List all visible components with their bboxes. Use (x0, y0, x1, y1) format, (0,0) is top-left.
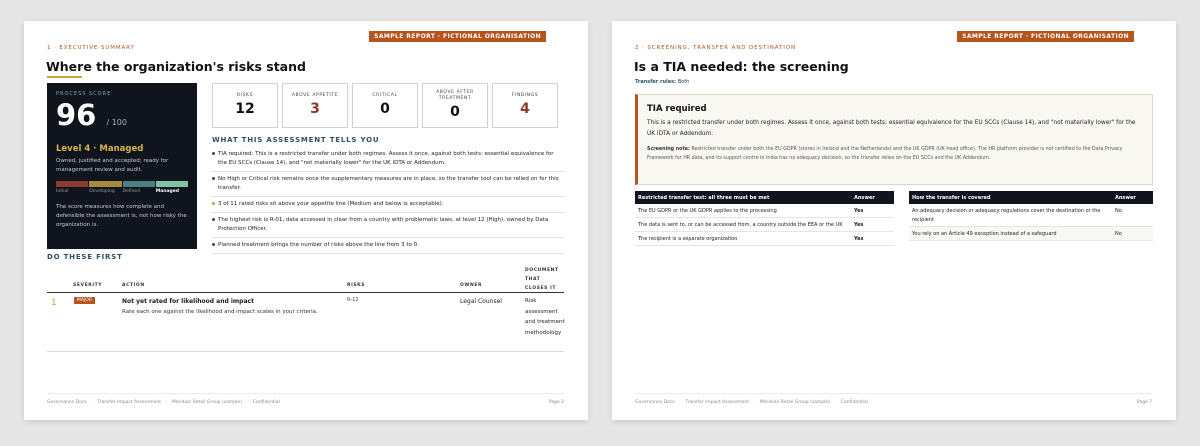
section-kicker: 1 · EXECUTIVE SUMMARY (47, 45, 135, 51)
footer-crumb: Confidential (252, 400, 280, 405)
footer-crumb: Transfer Impact Assessment (97, 400, 162, 405)
maturity-scale-labels (56, 189, 188, 194)
findings-list (212, 147, 564, 254)
column-header: How the transfer is covered (912, 194, 991, 201)
maturity-description: Owned, justified and accepted; ready for management review and audit. (56, 158, 169, 173)
maturity-scale (56, 181, 188, 187)
stat-label: ABOVE APPETITE (291, 93, 339, 98)
section-kicker: 2 · SCREENING, TRANSFER AND DESTINATION (635, 45, 797, 51)
restricted-transfer-test-table (635, 191, 894, 246)
screening-note-text: Restricted transfer under both the EU GDPR (stores in Ireland and the Netherlands) and the UK GDPR (UK head office). The HR platform provider is not certified to the Data Privacy Framework for HR data, and its support centre in India has no adequacy decision, so the transfer relies on the EU SCCs and the UK Addendum. (647, 147, 1123, 161)
actions-table-header (47, 267, 564, 293)
transfer-coverage-table (909, 191, 1153, 241)
page-title: Is a TIA needed: the screening (634, 59, 849, 74)
screening-note-label: Screening note: (647, 147, 690, 152)
stat-above-appetite (282, 83, 348, 128)
page-number: Page 2 (548, 400, 564, 405)
action-title: Not yet rated for likelihood and impact (122, 298, 254, 305)
maturity-label-current: Managed (155, 189, 179, 194)
table-header (909, 191, 1153, 204)
row-number: 1 (51, 298, 57, 308)
stat-value: 12 (235, 101, 255, 117)
stat-above-after-treatment (422, 83, 488, 128)
page-title: Where the organization's risks stand (46, 59, 306, 74)
answer-cell: Yes (854, 207, 864, 214)
footer-breadcrumb: Governance Docs · Transfer Impact Assessment · Meridian Retail Group (sample) · Confidential (47, 400, 280, 405)
answer-cell: Yes (854, 235, 864, 242)
list-item: The highest risk is R-01, data accessed in clear from a country with problematic laws, at level 12 (High), owned by Data Protection Officer. (212, 213, 564, 238)
table-row (635, 204, 894, 218)
report-page-executive-summary (24, 21, 588, 420)
list-item: No High or Critical risk remains once the supplementary measures are in place, so the transfer tool can be relied on for this transfer. (212, 172, 564, 197)
column-header: RISKS (347, 283, 366, 288)
column-header: Restricted transfer test: all three must be met (638, 194, 770, 201)
footer-crumb: Governance Docs (47, 400, 87, 405)
stat-risks (212, 83, 278, 128)
maturity-bar-defined (123, 181, 155, 187)
footer-breadcrumb: Governance Docs · Transfer Impact Assessment · Meridian Retail Group (sample) · Confidential (635, 400, 868, 405)
section-heading-first: DO THESE FIRST (47, 253, 123, 261)
list-item: TIA required: This is a restricted transfer under both regimes. Assess it once, against both tests: essential equivalence for the EU SCCs (Clause 14), and "not materially lower" for the UK IDTA or Addendum. (212, 147, 564, 172)
title-underline (47, 76, 82, 78)
transfer-rules-value: Both (677, 79, 690, 85)
risk-id: R-12 (347, 297, 359, 303)
callout-heading: TIA required (647, 104, 707, 114)
score-max: / 100 (106, 118, 127, 127)
answer-cell: No (1115, 208, 1122, 214)
stat-label: CRITICAL (372, 93, 398, 98)
score-footnote: The score measures how complete and defensible the assessment is, not how risky the organization is. (56, 204, 187, 228)
stat-critical (352, 83, 418, 128)
maturity-bar-initial (56, 181, 88, 187)
list-item: 3 of 11 rated risks sit above your appetite line (Medium and below is acceptable). (212, 197, 564, 213)
maturity-label: Developing (89, 189, 115, 194)
severity-badge: MAJOR (74, 297, 95, 304)
sample-report-banner: SAMPLE REPORT · FICTIONAL ORGANISATION (957, 31, 1134, 42)
column-header: ACTION (122, 283, 145, 288)
tia-required-callout (635, 94, 1153, 185)
section-heading-tells: WHAT THIS ASSESSMENT TELLS YOU (212, 136, 380, 144)
screening-note (647, 145, 1143, 163)
column-header: DOCUMENT THAT CLOSES IT (525, 268, 559, 291)
score-value: 96 / 100 (56, 98, 127, 132)
maturity-bar-developing (89, 181, 121, 187)
stat-label: FINDINGS (511, 93, 539, 98)
footer-crumb: Meridian Retail Group (sample) (759, 400, 830, 405)
table-row (635, 232, 894, 246)
question-cell: The EU GDPR or the UK GDPR applies to the processing (638, 207, 777, 214)
table-header (635, 191, 894, 204)
stat-value: 0 (450, 104, 460, 120)
stat-label: ABOVE AFTER TREATMENT (436, 90, 474, 101)
answer-cell: Yes (854, 221, 864, 228)
sample-report-banner: SAMPLE REPORT · FICTIONAL ORGANISATION (369, 31, 546, 42)
process-score-card (47, 83, 197, 249)
owner: Legal Counsel (460, 298, 502, 305)
stat-label: RISKS (236, 93, 254, 98)
question-cell: The recipient is a separate organization (638, 235, 738, 242)
table-row (909, 227, 1153, 241)
footer-crumb: Meridian Retail Group (sample) (171, 400, 242, 405)
stat-value: 0 (380, 101, 390, 117)
score-label: PROCESS SCORE (56, 91, 112, 97)
page-number: Page 7 (1136, 400, 1152, 405)
closing-document: Risk assessment and treatment methodology (525, 298, 565, 336)
stat-value: 3 (310, 101, 320, 117)
action-description: Rate each one against the likelihood and impact scales in your criteria. (122, 309, 318, 315)
column-header: OWNER (460, 283, 483, 288)
stat-value: 4 (520, 101, 530, 117)
page-footer (47, 393, 564, 405)
maturity-label: Initial (56, 189, 69, 194)
question-cell: The data is sent to, or can be accessed from, a country outside the EEA or the UK (638, 221, 843, 228)
column-header: SEVERITY (73, 283, 103, 288)
question-cell: You rely on an Article 49 exception instead of a safeguard (912, 231, 1057, 237)
column-header: Answer (1115, 194, 1136, 201)
stat-findings (492, 83, 558, 128)
question-cell: An adequacy decision or adequacy regulations cover the destination or the recipient (912, 208, 1101, 223)
footer-crumb: Transfer Impact Assessment (685, 400, 750, 405)
footer-crumb: Confidential (840, 400, 868, 405)
page-footer (635, 393, 1152, 405)
footer-crumb: Governance Docs (635, 400, 675, 405)
table-row (47, 294, 564, 352)
table-row (635, 218, 894, 232)
report-page-screening (612, 21, 1176, 420)
stat-tiles (212, 83, 558, 128)
transfer-rules-label: Transfer rules: (635, 79, 677, 85)
maturity-level: Level 4 · Managed (56, 144, 144, 154)
callout-body: This is a restricted transfer under both regimes. Assess it once, against both tests: essential equivalence for the EU SCCs (Clause 14), and "not materially lower" for the UK IDTA or Addendum. (647, 120, 1136, 137)
transfer-rules (635, 79, 689, 85)
maturity-label: Defined (122, 189, 141, 194)
answer-cell: No (1115, 231, 1122, 237)
list-item: Planned treatment brings the number of risks above the line from 3 to 0. (212, 238, 564, 254)
maturity-bar-managed (156, 181, 188, 187)
column-header: Answer (854, 194, 875, 201)
table-row (909, 204, 1153, 227)
